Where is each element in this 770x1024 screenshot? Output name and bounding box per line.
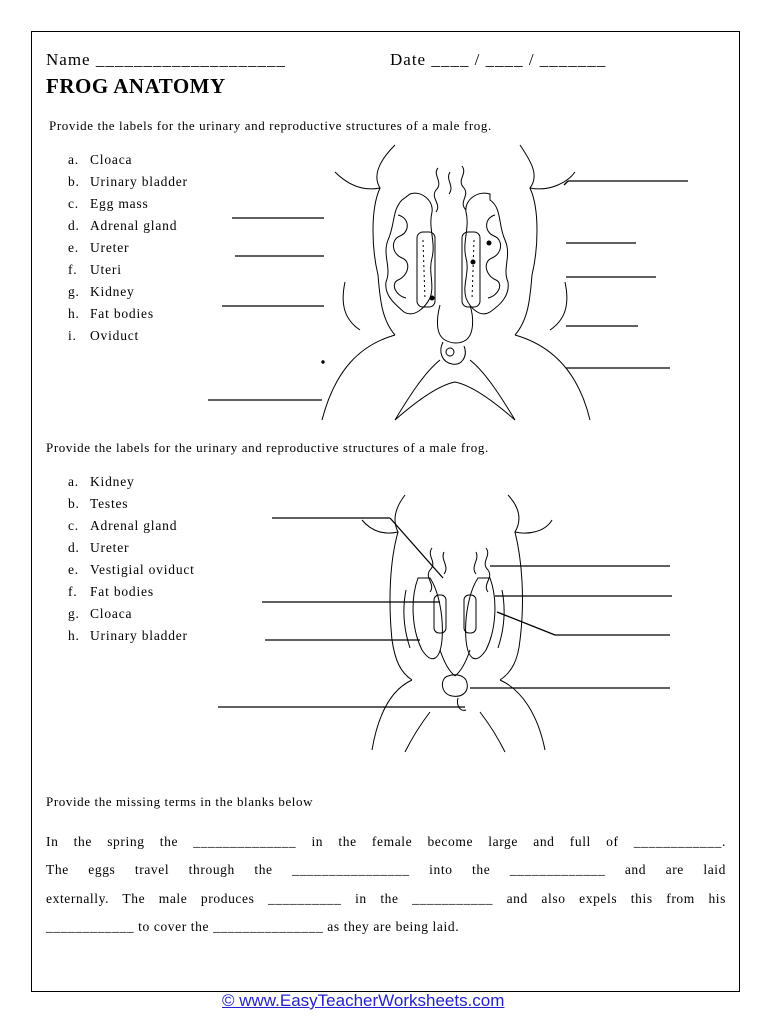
page-title: FROG ANATOMY <box>46 74 226 98</box>
list-item: d. Adrenal gland <box>68 218 178 233</box>
answer-lines-diagram-2[interactable] <box>218 518 672 707</box>
website-link[interactable]: © www.EasyTeacherWorksheets.com <box>222 991 505 1010</box>
list-item: g. Kidney <box>68 284 135 299</box>
list-item: d. Ureter <box>68 540 130 555</box>
list-item: f. Fat bodies <box>68 584 154 599</box>
section3-instruction: Provide the missing terms in the blanks below <box>46 794 314 809</box>
list-item: a. Cloaca <box>68 152 133 167</box>
date-field[interactable]: Date ____ / ____ / _______ <box>390 50 607 69</box>
list-item: a. Kidney <box>68 474 135 489</box>
list-item: e. Ureter <box>68 240 130 255</box>
list-item: h. Urinary bladder <box>68 628 188 643</box>
list-item: b. Urinary bladder <box>68 174 188 189</box>
section1-instruction: Provide the labels for the urinary and reproductive structures of a male frog. <box>49 118 492 133</box>
male-frog-diagram <box>362 495 552 752</box>
name-field[interactable]: Name ____________________ <box>46 50 286 69</box>
fill-in-line-1[interactable]: In the spring the ______________ in the female become large and full of ____________. <box>46 834 726 849</box>
fill-in-line-2[interactable]: The eggs travel through the ________________ into the _____________ and are laid <box>46 862 726 877</box>
list-item: b. Testes <box>68 496 129 511</box>
female-frog-diagram <box>322 145 590 420</box>
list-item: g. Cloaca <box>68 606 133 621</box>
fill-in-line-3[interactable]: externally. The male produces __________ in the ___________ and also expels this from his <box>46 891 726 906</box>
list-item: e. Vestigial oviduct <box>68 562 195 577</box>
section2-instruction: Provide the labels for the urinary and reproductive structures of a male frog. <box>46 440 489 455</box>
list-item: c. Egg mass <box>68 196 149 211</box>
list-item: h. Fat bodies <box>68 306 154 321</box>
list-item: c. Adrenal gland <box>68 518 178 533</box>
fill-in-line-4[interactable]: ____________ to cover the _______________ as they are being laid. <box>46 919 460 934</box>
list-item: f. Uteri <box>68 262 122 277</box>
answer-lines-diagram-1[interactable] <box>208 181 688 400</box>
list-item: i. Oviduct <box>68 328 140 343</box>
